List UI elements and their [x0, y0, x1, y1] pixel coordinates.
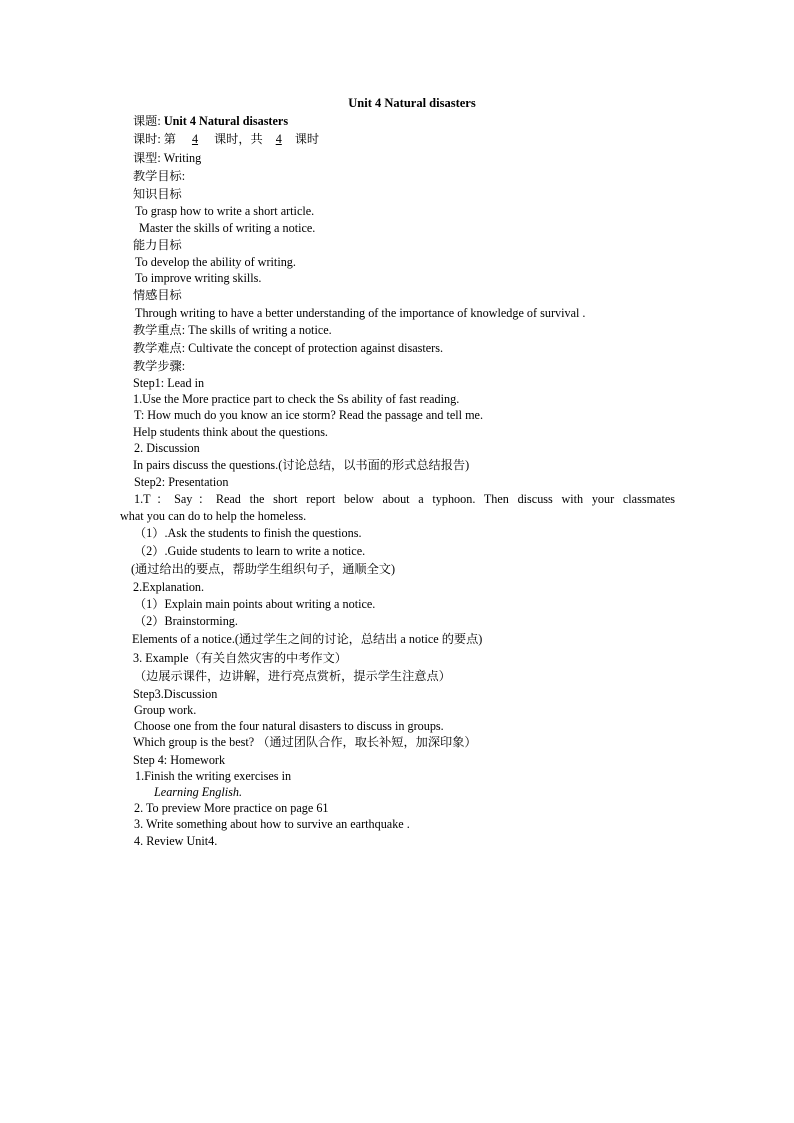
- knowledge-heading: 知识目标: [133, 187, 182, 201]
- step1-heading: Step1: Lead in: [133, 376, 205, 390]
- lesson-type: 课型: Writing: [133, 151, 202, 165]
- step4-heading: Step 4: Homework: [133, 753, 226, 767]
- explanation-heading: 2.Explanation.: [133, 580, 205, 594]
- homework-item: 3. Write something about how to survive an earthquake .: [134, 817, 410, 831]
- step3-line: Group work.: [134, 703, 197, 717]
- period-suffix: 课时: [294, 132, 320, 146]
- objectives-heading: 教学目标:: [133, 169, 186, 183]
- document-title: Unit 4 Natural disasters: [348, 96, 476, 110]
- period-prefix: 课时: 第: [133, 132, 176, 146]
- step3-line: Which group is the best? （通过团队合作，取长补短，加深印象）: [133, 735, 477, 749]
- steps-heading: 教学步骤:: [133, 359, 186, 373]
- period-current: 4: [191, 132, 199, 146]
- period-line: [133, 131, 319, 147]
- emotion-heading: 情感目标: [133, 288, 182, 302]
- knowledge-item: Master the skills of writing a notice.: [139, 221, 316, 235]
- period-middle: 课时，共: [214, 132, 263, 146]
- homework-item: 2. To preview More practice on page 61: [134, 801, 329, 815]
- key-point: 教学重点: The skills of writing a notice.: [133, 323, 332, 337]
- knowledge-item: To grasp how to write a short article.: [135, 204, 315, 218]
- step2-note: (通过给出的要点，帮助学生组织句子，通顺全文): [131, 562, 396, 576]
- step1-line: 1.Use the More practice part to check the Ss ability of fast reading.: [133, 392, 460, 406]
- homework-item: 1.Finish the writing exercises in: [135, 769, 292, 783]
- topic-value: Unit 4 Natural disasters: [163, 114, 289, 128]
- ability-heading: 能力目标: [133, 238, 182, 252]
- topic-label: 课题:: [133, 114, 164, 128]
- period-total: 4: [275, 132, 282, 146]
- emotion-text: Through writing to have a better understanding of the importance of knowledge of survival .: [135, 306, 586, 320]
- discussion-heading: 2. Discussion: [134, 441, 200, 455]
- ability-item: To develop the ability of writing.: [135, 255, 296, 269]
- topic-line: [133, 113, 288, 129]
- step1-line: T: How much do you know an ice storm? Read the passage and tell me.: [134, 408, 484, 422]
- homework-book-title: Learning English.: [154, 785, 243, 799]
- ability-item: To improve writing skills.: [135, 271, 262, 285]
- step2-heading: Step2: Presentation: [134, 475, 229, 489]
- difficult-point: 教学难点: Cultivate the concept of protection against disasters.: [133, 341, 444, 355]
- step1-line: Help students think about the questions.: [133, 425, 328, 439]
- example-note: （边展示课件，边讲解，进行亮点赏析，提示学生注意点）: [134, 669, 451, 683]
- step2-paragraph-line2: what you can do to help the homeless.: [120, 509, 307, 523]
- elements-line: Elements of a notice.(通过学生之间的讨论，总结出 a notice 的要点): [132, 632, 483, 646]
- homework-item: 4. Review Unit4.: [134, 834, 218, 848]
- example-line: 3. Example（有关自然灾害的中考作文）: [133, 651, 347, 665]
- explanation-item: （2）Brainstorming.: [134, 614, 238, 628]
- step2-paragraph-line1: 1.T：Say：Read the short report below about a typhoon. Then discuss with your classmates: [134, 492, 675, 506]
- step3-heading: Step3.Discussion: [133, 687, 218, 701]
- step2-subitem: （1）.Ask the students to finish the questions.: [134, 526, 362, 540]
- explanation-item: （1）Explain main points about writing a notice.: [134, 597, 376, 611]
- step3-line: Choose one from the four natural disasters to discuss in groups.: [134, 719, 444, 733]
- step2-subitem: （2）.Guide students to learn to write a notice.: [134, 544, 366, 558]
- discussion-line: In pairs discuss the questions.(讨论总结，以书面的形式总结报告): [133, 458, 470, 472]
